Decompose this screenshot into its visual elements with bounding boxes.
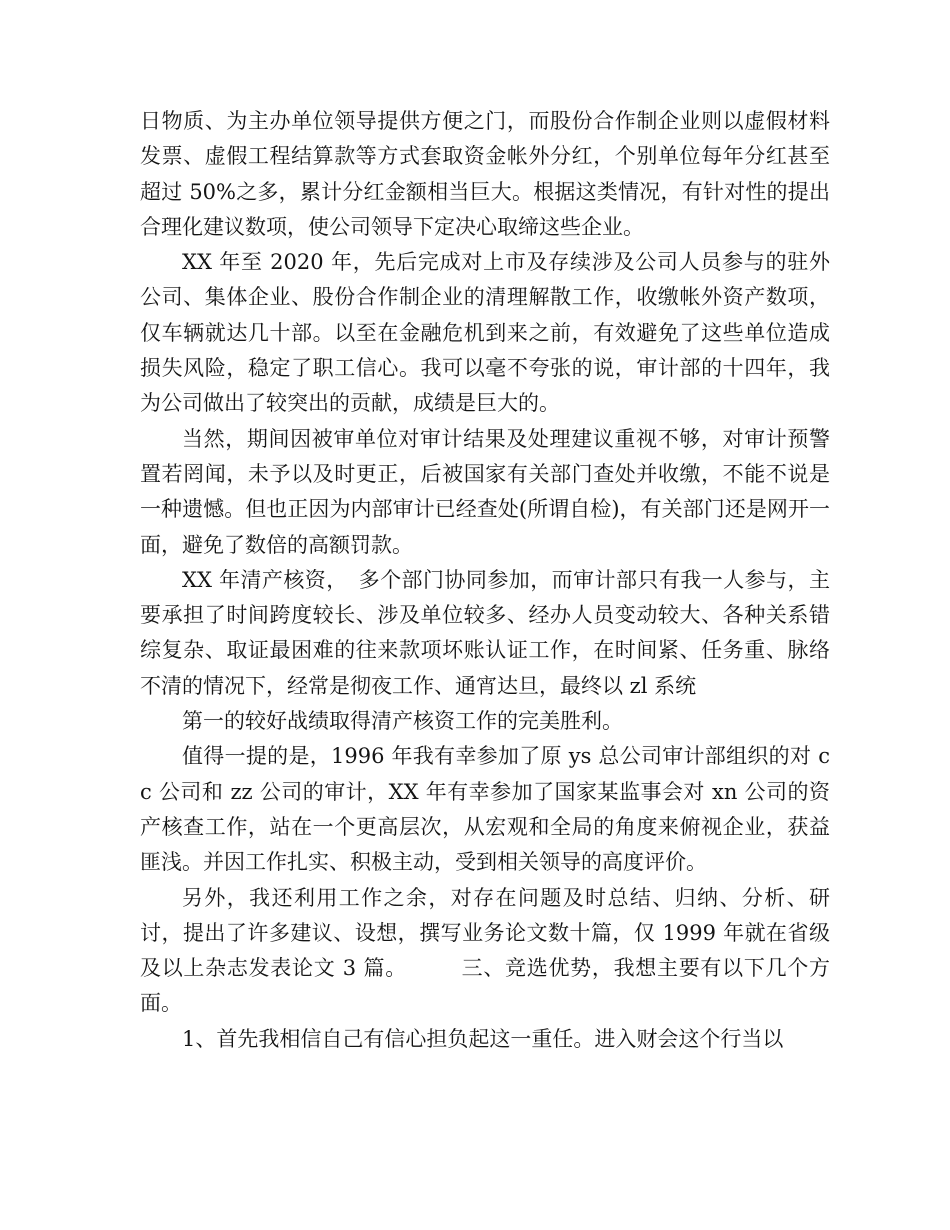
paragraph-6: 值得一提的是，1996 年我有幸参加了原 ys 总公司审计部组织的对 cc 公司和 zz 公司的审计，XX 年有幸参加了国家某监事会对 xn 公司的资产核查工作，站在一个更高层次，从宏观和全局的角度来俯视企业，获益匪浅。并因工作扎实、积极主动，受到相关领导的高度评价。 — [140, 744, 830, 875]
paragraph-1: 日物质、为主办单位领导提供方便之门，而股份合作制企业则以虚假材料发票、虚假工程结算款等方式套取资金帐外分红，个别单位每年分红甚至超过 50%之多，累计分红金额相当巨大。根据这类情况，有针对性的提出合理化建议数项，使公司领导下定决心取缔这些企业。 — [140, 109, 830, 239]
paragraph-3: 当然，期间因被审单位对审计结果及处理建议重视不够，对审计预警置若罔闻，未予以及时更正，后被国家有关部门查处并收缴，不能不说是一种遗憾。但也正因为内部审计已经查处(所谓自检)，有关部门还是网开一面，避免了数倍的高额罚款。 — [140, 426, 830, 557]
paragraph-7: 另外，我还利用工作之余，对存在问题及时总结、归纳、分析、研讨，提出了许多建议、设想，撰写业务论文数十篇，仅 1999 年就在省级及以上杂志发表论文 3 篇。 三、竞选优势，我想主要有以下几个方面。 — [140, 885, 830, 1016]
document-page — [140, 104, 830, 1057]
paragraph-5: 第一的较好战绩取得清产核资工作的完美胜利。 — [182, 709, 623, 734]
paragraph-4: XX 年清产核资， 多个部门协同参加，而审计部只有我一人参与，主要承担了时间跨度较长、涉及单位较多、经办人员变动较大、各种关系错综复杂、取证最困难的往来款项坏账认证工作，在时间紧、任务重、脉络不清的情况下，经常是彻夜工作、通宵达旦，最终以 zl 系统 — [140, 567, 830, 698]
paragraph-8: 1、首先我相信自己有信心担负起这一重任。进入财会这个行当以 — [182, 1026, 784, 1051]
paragraph-2: XX 年至 2020 年，先后完成对上市及存续涉及公司人员参与的驻外公司、集体企业、股份合作制企业的清理解散工作，收缴帐外资产数项，仅车辆就达几十部。以至在金融危机到来之前，有效避免了这些单位造成损失风险，稳定了职工信心。我可以毫不夸张的说，审计部的十四年，我为公司做出了较突出的贡献，成绩是巨大的。 — [140, 250, 830, 416]
